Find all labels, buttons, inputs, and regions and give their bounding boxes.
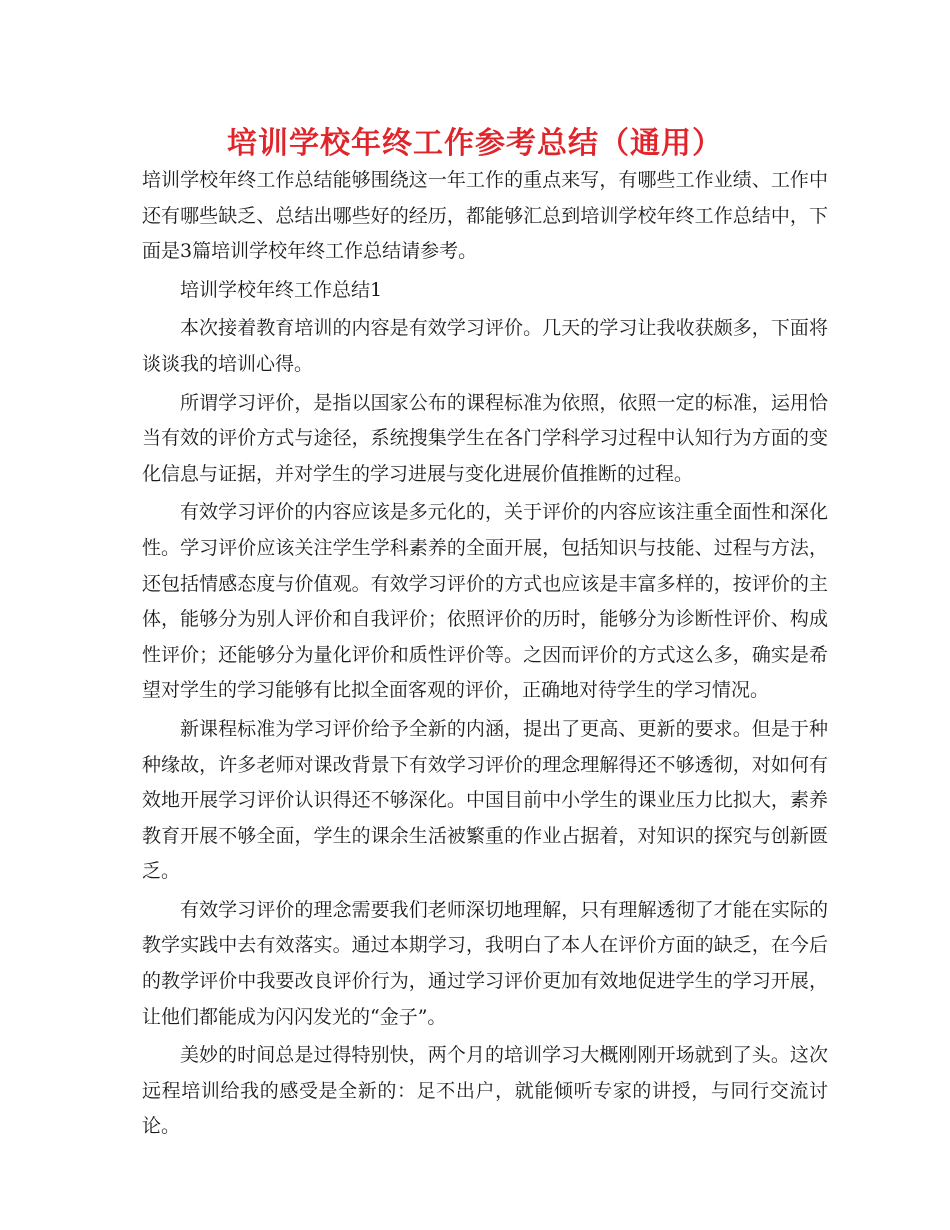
body-paragraph: 所谓学习评价，是指以国家公布的课程标准为依照，依照一定的标准，运用恰当有效的评价方式与途径，系统搜集学生在各门学科学习过程中认知行为方面的变化信息与证据，并对学生的学习进展与变化进展价值推断的过程。 [142, 391, 828, 485]
body-paragraph: 新课程标准为学习评价给予全新的内涵，提出了更高、更新的要求。但是于种种缘故，许多老师对课改背景下有效学习评价的理念理解得还不够透彻，对如何有效地开展学习评价认识得还不够深化。中国目前中小学生的课业压力比拟大，素养教育开展不够全面，学生的课余生活被繁重的作业占据着，对知识的探究与创新匮乏。 [142, 717, 828, 883]
section-heading: 培训学校年终工作总结1 [180, 278, 383, 301]
intro-paragraph: 培训学校年终工作总结能够围绕这一年工作的重点来写，有哪些工作业绩、工作中还有哪些缺乏、总结出哪些好的经历，都能够汇总到培训学校年终工作总结中，下面是3篇培训学校年终工作总结请参考。 [142, 169, 828, 263]
body-paragraph: 有效学习评价的内容应该是多元化的，关于评价的内容应该注重全面性和深化性。学习评价应该关注学生学科素养的全面开展，包括知识与技能、过程与方法，还包括情感态度与价值观。有效学习评价的方式也应该是丰富多样的，按评价的主体，能够分为别人评价和自我评价；依照评价的历时，能够分为诊断性评价、构成性评价；还能够分为量化评价和质性评价等。之因而评价的方式这么多，确实是希望对学生的学习能够有比拟全面客观的评价，正确地对待学生的学习情况。 [142, 501, 828, 702]
document-body [142, 163, 828, 1148]
document-title: 培训学校年终工作参考总结（通用） [227, 126, 723, 161]
body-paragraph: 有效学习评价的理念需要我们老师深切地理解，只有理解透彻了才能在实际的教学实践中去有效落实。通过本期学习，我明白了本人在评价方面的缺乏，在今后的教学评价中我要改良评价行为，通过学习评价更加有效地促进学生的学习开展，让他们都能成为闪闪发光的“金子”。 [142, 898, 828, 1028]
body-paragraph: 本次接着教育培训的内容是有效学习评价。几天的学习让我收获颇多，下面将谈谈我的培训心得。 [142, 317, 828, 375]
body-paragraph: 美妙的时间总是过得特别快，两个月的培训学习大概刚刚开场就到了头。这次远程培训给我的感受是全新的：足不出户，就能倾听专家的讲授，与同行交流讨论。 [142, 1044, 828, 1138]
